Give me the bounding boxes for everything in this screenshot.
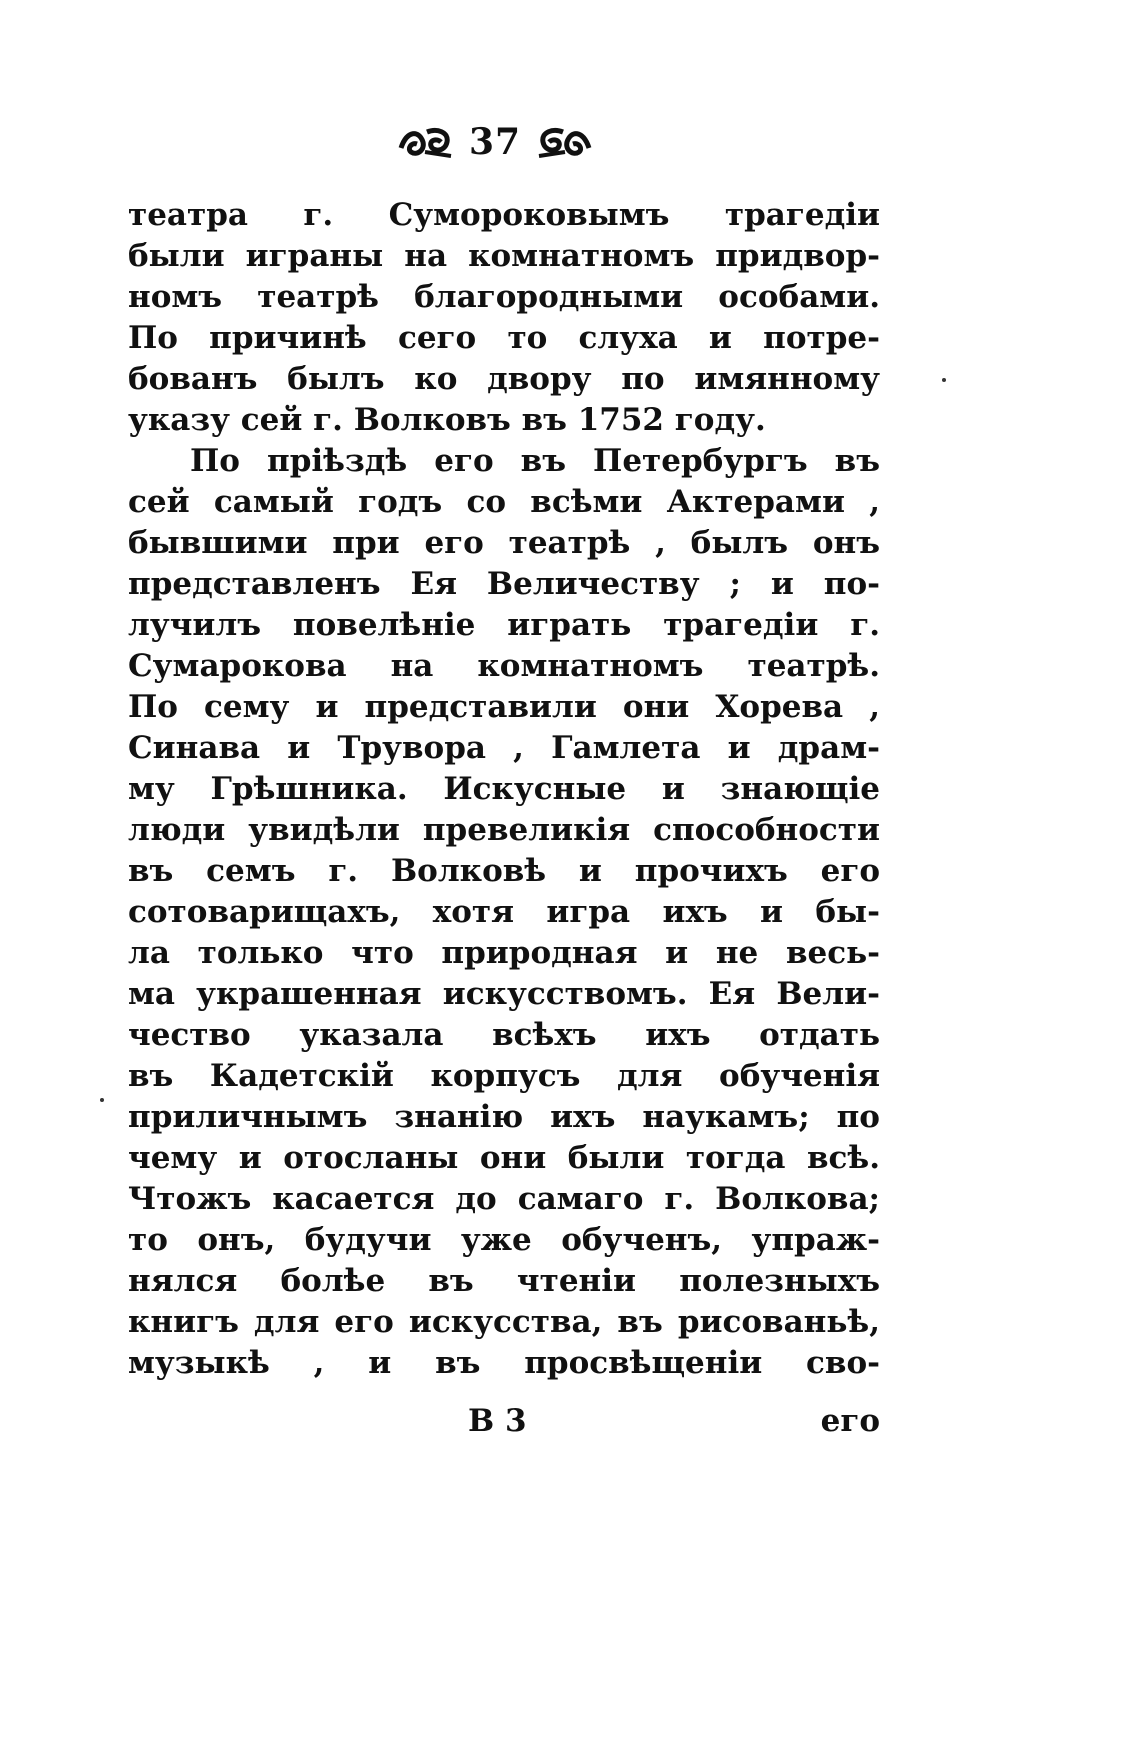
text-line: Чтожъ касается до самаго г. Волкова; (128, 1181, 880, 1217)
text-line: чество указала всѣхъ ихъ отдать (128, 1017, 880, 1053)
text-line: въ семъ г. Волковѣ и прочихъ его (128, 853, 880, 889)
page-header (390, 112, 600, 172)
text-line: ма украшенная искусствомъ. Ея Вели- (128, 976, 880, 1012)
right-ornament-icon (535, 122, 593, 162)
left-ornament-icon (397, 122, 455, 162)
text-line: люди увидѣли превеликiя способности (128, 812, 880, 848)
text-line: въ Кадетскiй корпусъ для обученiя (128, 1058, 880, 1094)
text-line: приличнымъ знанiю ихъ наукамъ; по (128, 1099, 880, 1135)
catchword: его (820, 1403, 880, 1439)
text-line: указу сей г. Волковъ въ 1752 году. (128, 402, 766, 438)
signature-mark: В 3 (468, 1403, 527, 1439)
text-line: По причинѣ сего то слуха и потре- (128, 320, 880, 356)
text-line: чему и отосланы они были тогда всѣ. (128, 1140, 880, 1176)
body-text (128, 195, 880, 1384)
text-line: то онъ, будучи уже обученъ, упраж- (128, 1222, 880, 1258)
text-line: лучилъ повелѣнiе играть трагедiи г. (128, 607, 880, 643)
text-line: были играны на комнатномъ придвор- (128, 238, 880, 274)
text-line: Сумарокова на комнатномъ театрѣ. (128, 648, 880, 684)
page-footer (128, 1400, 880, 1442)
page-number: 37 (468, 121, 522, 163)
text-line: бывшими при его театрѣ , былъ онъ (128, 525, 880, 561)
text-line: бованъ былъ ко двору по имянному (128, 361, 880, 397)
print-speck (100, 1098, 104, 1102)
print-speck (942, 378, 946, 382)
text-line: сотоварищахъ, хотя игра ихъ и бы- (128, 894, 880, 930)
text-line: му Грѣшника. Искусные и знающiе (128, 771, 880, 807)
text-line: сей самый годъ со всѣми Актерами , (128, 484, 880, 520)
text-line: номъ театрѣ благородными особами. (128, 279, 880, 315)
text-line: ла только что природная и не весь- (128, 935, 880, 971)
text-line: представленъ Ея Величеству ; и по- (128, 566, 880, 602)
paragraph-start-line: По прiѣздѣ его въ Петербургъ въ (190, 443, 880, 479)
text-line: театра г. Сумороковымъ трагедiи (128, 197, 880, 233)
text-line: По сему и представили они Хорева , (128, 689, 880, 725)
text-line: музыкѣ , и въ просвѣщенiи сво- (128, 1345, 880, 1381)
text-line: книгъ для его искусства, въ рисованьѣ, (128, 1304, 880, 1340)
text-line: Синава и Трувора , Гамлета и драм- (128, 730, 880, 766)
text-line: нялся болѣе въ чтенiи полезныхъ (128, 1263, 880, 1299)
